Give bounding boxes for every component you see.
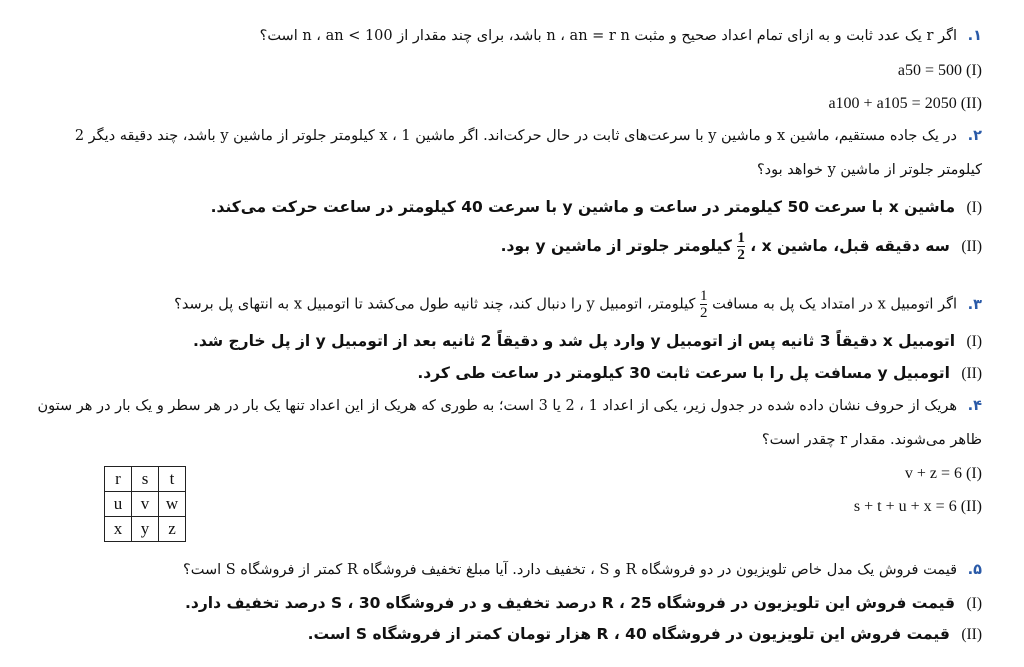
grid-cell: r [105, 467, 132, 492]
fraction-denominator: 2 [699, 305, 708, 321]
q4-statement-1: v + z = 6 (I) [904, 465, 982, 482]
question-2 [75, 128, 982, 144]
q1-statement-2: a100 + a105 = 2050 (II) [828, 95, 982, 112]
question-number: ۴. [967, 398, 982, 414]
question-text: قیمت فروش یک مدل خاص تلویزیون در دو فروشگاه R و S ، تخفیف دارد. آیا مبلغ تخفیف فروشگاه R کمتر از فروشگاه S است؟ [183, 562, 958, 578]
q2-statement-2 [501, 230, 982, 263]
question-5 [183, 562, 982, 578]
statement-text: اتومبیل y مسافت پل را با سرعت ثابت 30 کیلومتر در ساعت طی کرد. [417, 364, 950, 382]
q5-statement-2 [308, 625, 982, 644]
grid-cell: z [159, 517, 186, 542]
grid-cell: y [132, 517, 159, 542]
q3-statement-2 [417, 364, 982, 383]
grid-row [105, 517, 186, 542]
fraction [737, 230, 745, 263]
question-number: ۱. [967, 28, 982, 44]
question-text: در یک جاده مستقیم، ماشین x و ماشین y با سرعت‌های ثابت در حال حرکت‌اند. اگر ماشین x ، 1 کیلومتر جلوتر از ماشین y باشد، چند دقیقه دیگر 2 [74, 128, 958, 144]
question-4 [38, 398, 982, 414]
question-number: ۳. [967, 296, 982, 313]
question-3 [174, 288, 982, 321]
grid-row [105, 492, 186, 517]
q3-statement-1 [193, 332, 982, 351]
question-text: هریک از حروف نشان داده شده در جدول زیر، یکی از اعداد 1 ، 2 یا 3 است؛ به طوری که هریک از این اعداد تنها یک بار در هر سطر و یک بار در هر ستون [37, 398, 958, 414]
grid-row [105, 467, 186, 492]
grid-cell: w [159, 492, 186, 517]
fraction-denominator: 2 [737, 247, 745, 263]
grid-cell: u [105, 492, 132, 517]
grid-cell: t [159, 467, 186, 492]
statement-label: (I) [966, 595, 982, 612]
question-2-continued: کیلومتر جلوتر از ماشین y خواهد بود؟ [756, 162, 982, 178]
statement-label: (II) [961, 238, 982, 255]
grid-cell: v [132, 492, 159, 517]
question-4-continued: ظاهر می‌شوند. مقدار r چقدر است؟ [761, 432, 982, 448]
q2-statement-1 [211, 198, 982, 217]
statement-text: کیلومتر جلوتر از ماشین y بود. [500, 237, 732, 255]
question-1 [260, 28, 982, 44]
q1-statement-1: a50 = 500 (I) [897, 62, 982, 79]
question-number: ۵. [967, 562, 982, 578]
statement-text: قیمت فروش این تلویزیون در فروشگاه R ، 40 هزار تومان کمتر از فروشگاه S است. [307, 625, 950, 643]
letter-grid [104, 466, 186, 542]
fraction [700, 288, 708, 321]
fraction-numerator: 1 [737, 230, 745, 246]
q5-statement-1 [185, 594, 982, 613]
statement-label: (II) [961, 626, 982, 643]
grid-cell: x [105, 517, 132, 542]
statement-label: (I) [966, 199, 982, 216]
statement-text: ماشین x با سرعت 50 کیلومتر در ساعت و ماشین y با سرعت 40 کیلومتر در ساعت حرکت می‌کند. [210, 198, 956, 216]
question-text: کیلومتر، اتومبیل y را دنبال کند، چند ثانیه طول می‌کشد تا اتومبیل x به انتهای پل برسد؟ [174, 296, 696, 313]
statement-text: اتومبیل x دقیقاً 3 ثانیه پس از اتومبیل y وارد پل شد و دقیقاً 2 ثانیه بعد از اتومبیل y از پل خارج شد. [193, 332, 956, 350]
question-text: اگر اتومبیل x در امتداد یک پل به مسافت [712, 296, 958, 313]
statement-text: سه دقیقه قبل، ماشین x ، [750, 237, 950, 255]
statement-text: قیمت فروش این تلویزیون در فروشگاه R ، 25 درصد تخفیف و در فروشگاه S ، 30 درصد تخفیف دارد. [185, 594, 956, 612]
question-text: اگر r یک عدد ثابت و به ازای تمام اعداد صحیح و مثبت n ، an = r n باشد، برای چند مقدار از n ، an < 100 است؟ [259, 28, 958, 44]
statement-label: (II) [961, 365, 982, 382]
question-number: ۲. [967, 128, 982, 144]
statement-label: (I) [966, 333, 982, 350]
grid-cell: s [132, 467, 159, 492]
q4-statement-2: s + t + u + x = 6 (II) [853, 498, 982, 515]
fraction-numerator: 1 [699, 288, 708, 304]
